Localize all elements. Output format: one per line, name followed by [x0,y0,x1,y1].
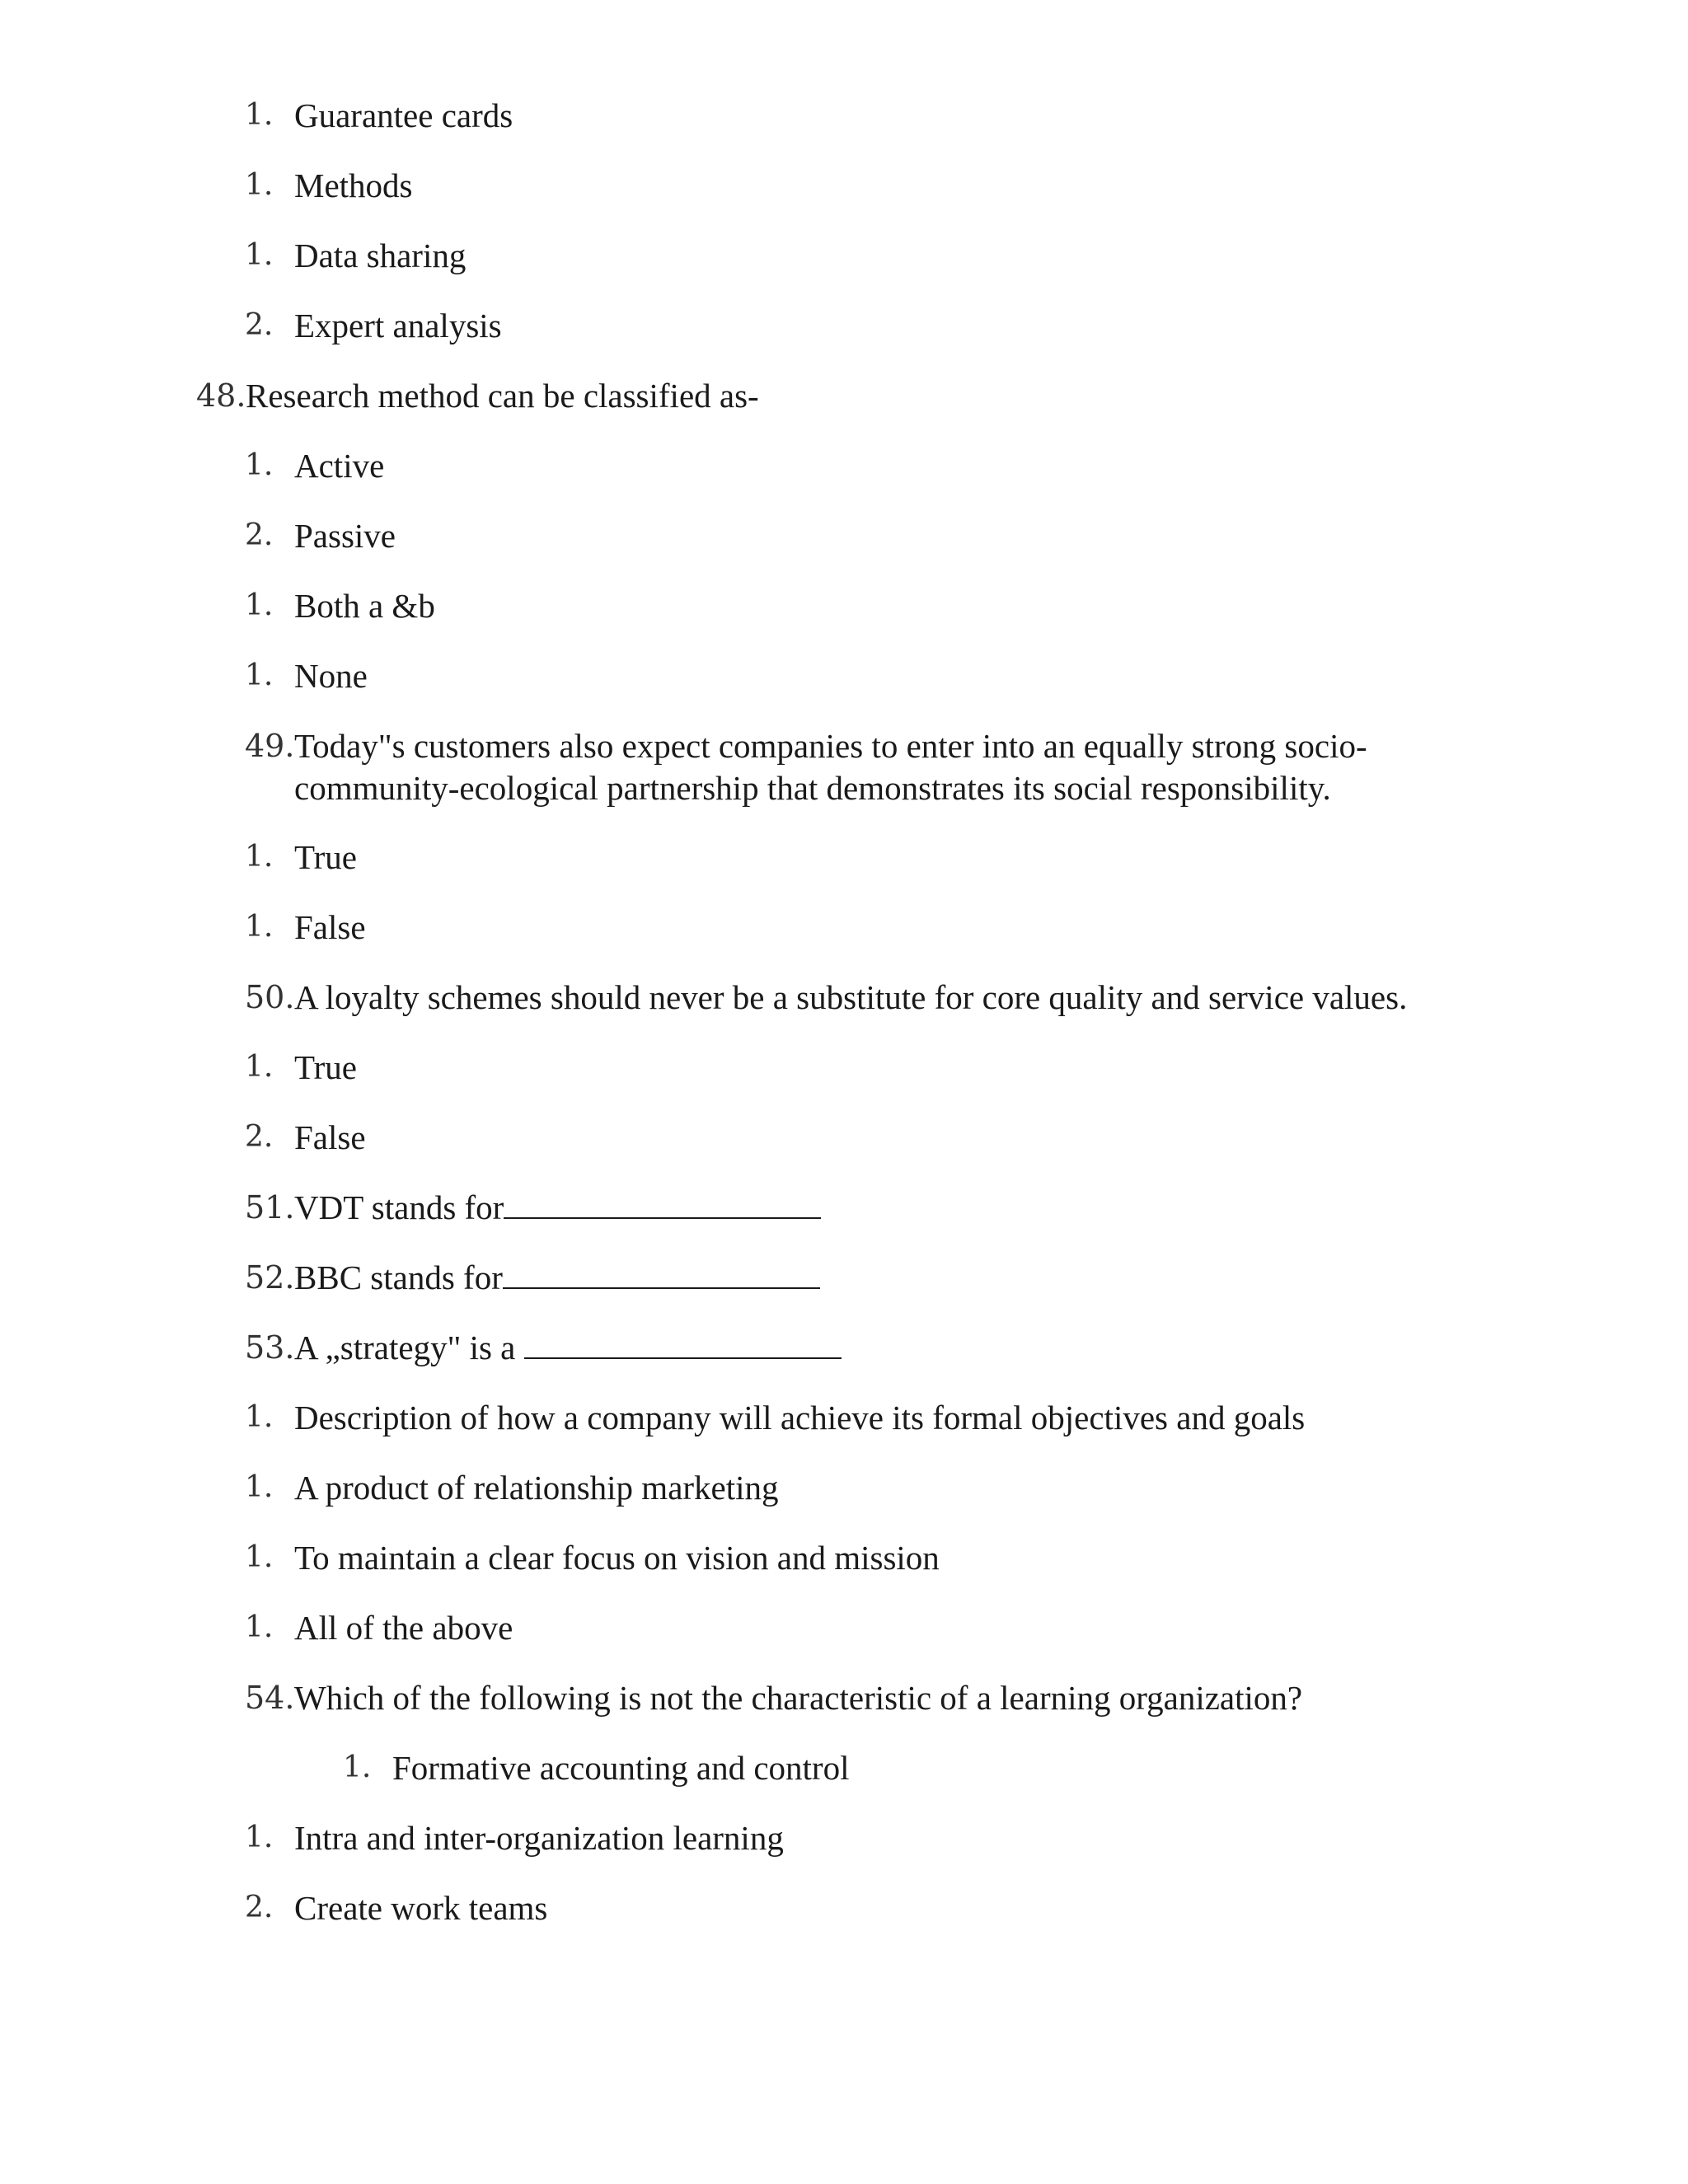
question-text-with-blank [294,1186,821,1229]
list-item-text: A product of relationship marketing [294,1469,779,1507]
list-item-text: Intra and inter-organization learning [294,1819,784,1857]
list-marker: 1. [245,840,274,874]
list-marker: 2. [245,308,274,342]
question-text: A „strategy" is a [294,1329,524,1366]
question-number: 48. [196,377,246,414]
list-marker: 1. [245,1821,274,1854]
list-marker: 1. [245,1610,274,1644]
list-item-text: Active [294,447,385,485]
answer-blank [504,1189,821,1219]
list-marker: 2. [245,1120,274,1154]
list-item-text: Create work teams [294,1889,548,1927]
list-item-text: Data sharing [294,237,467,274]
list-marker: 1. [245,588,274,622]
question-text: Which of the following is not the characteristic of a learning organization? [294,1679,1303,1717]
list-item-text: True [294,1048,357,1086]
list-item-text: Description of how a company will achieve its formal objectives and goals [294,1399,1306,1436]
list-marker: 1. [245,1470,274,1504]
list-marker: 1. [343,1750,372,1784]
list-item-text: Guarantee cards [294,96,513,134]
list-item-text: Formative accounting and control [392,1749,850,1787]
answer-blank [524,1329,842,1359]
list-marker: 1. [245,98,274,132]
list-item-text: False [294,1118,366,1156]
list-marker: 1. [245,1050,274,1084]
list-item-text: Passive [294,517,396,555]
question-number: 52. [245,1259,295,1296]
list-marker: 1. [245,238,274,272]
list-item-text: Methods [294,166,413,204]
question-text-with-blank [294,1326,842,1369]
question-number: 51. [245,1189,295,1226]
list-item-text: Expert analysis [294,307,502,344]
question-text-with-blank [294,1256,820,1299]
list-item-text: True [294,838,357,876]
list-item-text: Both a &b [294,587,435,625]
question-text: BBC stands for [294,1258,503,1296]
list-item-text: All of the above [294,1609,513,1647]
list-marker: 1. [245,910,274,944]
list-marker: 1. [245,448,274,482]
list-item-text: False [294,908,366,946]
question-text: VDT stands for [294,1188,504,1226]
list-marker: 1. [245,1400,274,1434]
list-marker: 2. [245,1891,274,1924]
question-number: 49. [245,728,295,764]
list-marker: 1. [245,1540,274,1574]
list-marker: 1. [245,658,274,692]
question-number: 53. [245,1329,295,1366]
list-item-text: None [294,657,368,695]
list-marker: 1. [245,168,274,202]
question-number: 50. [245,979,295,1015]
question-number: 54. [245,1680,295,1716]
list-item-text: To maintain a clear focus on vision and mission [294,1539,940,1577]
question-text-line-1: Today"s customers also expect companies to enter into an equally strong socio- [294,727,1367,765]
answer-blank [503,1259,820,1289]
question-text: Research method can be classified as- [246,377,759,415]
question-text-line-2: community-ecological partnership that demonstrates its social responsibility. [294,769,1331,807]
list-marker: 2. [245,518,274,552]
question-text: A loyalty schemes should never be a substitute for core quality and service values. [294,978,1408,1016]
